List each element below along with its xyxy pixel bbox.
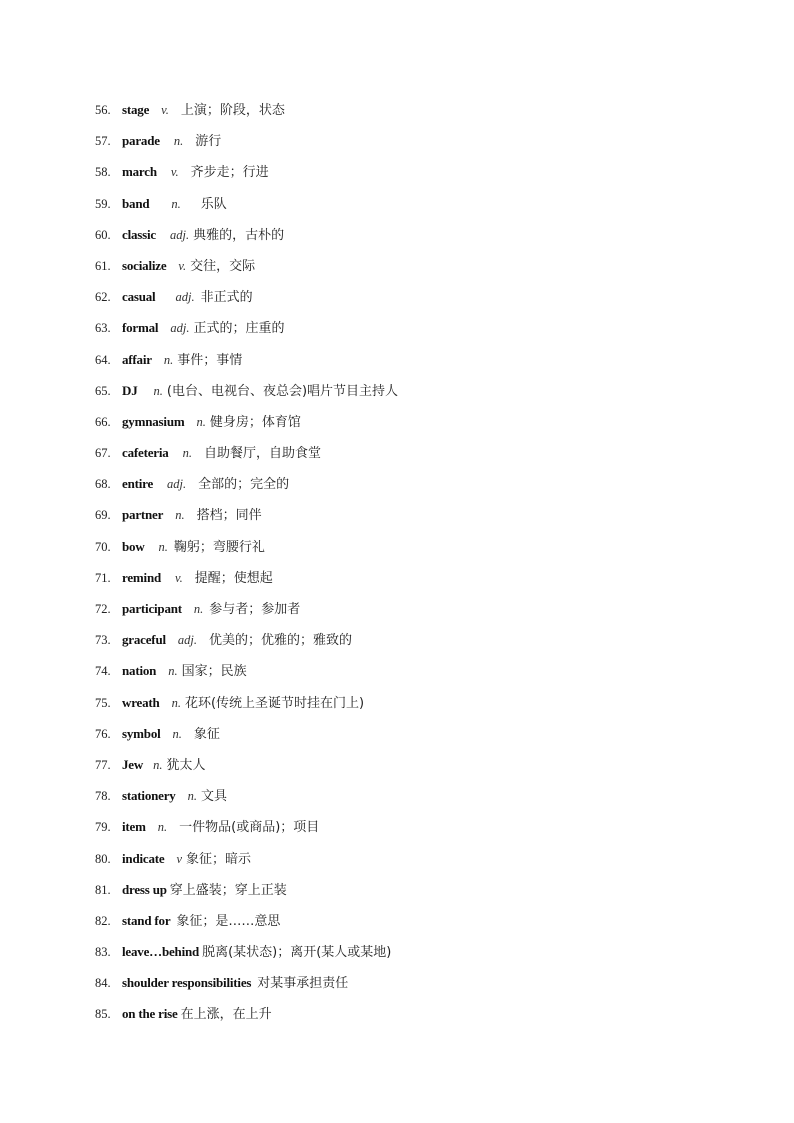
entry-number: 70. bbox=[95, 539, 111, 554]
entry-part-of-speech: v. bbox=[178, 258, 187, 273]
entry-part-of-speech: v. bbox=[170, 165, 179, 180]
entry-part-of-speech: n. bbox=[158, 539, 168, 554]
vocab-entry bbox=[95, 441, 398, 472]
entry-part-of-speech: adj. bbox=[177, 633, 197, 648]
entry-definition: 健身房；体育馆 bbox=[209, 414, 301, 430]
entry-word: march bbox=[122, 164, 157, 180]
entry-number: 64. bbox=[95, 352, 111, 367]
entry-definition: 一件物品(或商品)；项目 bbox=[179, 820, 320, 836]
entry-number: 67. bbox=[95, 446, 111, 461]
entry-definition: 文具 bbox=[200, 789, 227, 805]
vocab-entry bbox=[95, 815, 398, 846]
entry-definition: 象征；是……意思 bbox=[176, 913, 281, 929]
vocab-entry bbox=[95, 1002, 398, 1033]
entry-definition: 自助餐厅，自助食堂 bbox=[203, 446, 321, 462]
entry-word: Jew bbox=[122, 756, 144, 772]
entry-number: 82. bbox=[95, 913, 111, 928]
entry-part-of-speech: n. bbox=[171, 695, 181, 710]
vocab-entry bbox=[95, 691, 398, 722]
entry-word: stationery bbox=[122, 788, 176, 804]
vocab-entry bbox=[95, 348, 398, 379]
entry-word: shoulder responsibilities bbox=[122, 975, 252, 991]
vocab-entry bbox=[95, 597, 398, 628]
entry-number: 77. bbox=[95, 757, 111, 772]
entry-part-of-speech: n. bbox=[163, 352, 174, 367]
entry-definition: 犹太人 bbox=[166, 757, 206, 773]
vocab-entry bbox=[95, 98, 398, 129]
entry-number: 56. bbox=[95, 103, 111, 117]
vocab-entry bbox=[95, 254, 398, 285]
entry-part-of-speech: v. bbox=[161, 103, 169, 117]
entry-definition: 参与者；参加者 bbox=[209, 602, 301, 617]
vocab-entry bbox=[95, 659, 398, 690]
vocab-entry bbox=[95, 971, 398, 1002]
entry-number: 57. bbox=[95, 134, 111, 149]
entry-part-of-speech: n. bbox=[153, 383, 163, 398]
entry-number: 75. bbox=[95, 695, 111, 710]
entry-number: 81. bbox=[95, 882, 111, 897]
entry-number: 65. bbox=[95, 383, 111, 398]
vocab-entry bbox=[95, 192, 398, 223]
entry-number: 78. bbox=[95, 789, 111, 804]
entry-number: 74. bbox=[95, 664, 111, 679]
vocab-entry bbox=[95, 784, 398, 815]
entry-number: 62. bbox=[95, 290, 111, 305]
entry-word: classic bbox=[122, 226, 156, 242]
entry-word: socialize bbox=[122, 257, 167, 273]
entry-number: 66. bbox=[95, 414, 111, 429]
entry-part-of-speech: adj. bbox=[167, 477, 187, 492]
entry-part-of-speech: n. bbox=[175, 508, 185, 523]
entry-definition: 乐队 bbox=[200, 196, 227, 212]
entry-definition: 鞠躬；弯腰行礼 bbox=[173, 539, 265, 555]
entry-number: 76. bbox=[95, 726, 111, 741]
entry-number: 85. bbox=[95, 1007, 111, 1022]
vocab-entry bbox=[95, 940, 398, 971]
entry-definition: 脱离(某状态)；离开(某人或某地) bbox=[202, 945, 392, 961]
entry-word: symbol bbox=[122, 725, 161, 741]
entry-word: bow bbox=[122, 538, 145, 554]
entry-number: 63. bbox=[95, 321, 111, 336]
vocab-entry bbox=[95, 379, 398, 410]
entry-definition: (电台、电视台、夜总会)唱片节目主持人 bbox=[166, 383, 399, 399]
entry-number: 68. bbox=[95, 477, 111, 492]
vocab-entry bbox=[95, 472, 398, 503]
entry-definition: 非正式的 bbox=[200, 290, 253, 306]
vocab-entry bbox=[95, 223, 398, 254]
entry-definition: 对某事承担责任 bbox=[257, 976, 349, 992]
entry-word: band bbox=[122, 195, 150, 211]
entry-definition: 提醒；使想起 bbox=[194, 570, 273, 586]
entry-number: 72. bbox=[95, 602, 111, 616]
entry-word: indicate bbox=[122, 850, 165, 866]
vocab-entry bbox=[95, 722, 398, 753]
entry-definition: 花环(传统上圣诞节时挂在门上) bbox=[184, 695, 365, 711]
entry-definition: 全部的；完全的 bbox=[198, 477, 290, 493]
entry-word: graceful bbox=[122, 632, 166, 648]
entry-definition: 穿上盛装；穿上正装 bbox=[169, 882, 287, 898]
entry-part-of-speech: adj. bbox=[169, 227, 190, 242]
entry-word: gymnasium bbox=[122, 413, 185, 429]
entry-part-of-speech: v. bbox=[175, 570, 183, 585]
entry-word: casual bbox=[122, 289, 156, 305]
entry-word: stage bbox=[122, 102, 150, 117]
entry-part-of-speech: v bbox=[176, 851, 183, 866]
entry-number: 58. bbox=[95, 165, 111, 180]
entry-word: participant bbox=[122, 601, 182, 616]
entry-word: remind bbox=[122, 569, 162, 585]
entry-number: 79. bbox=[95, 820, 111, 835]
entry-word: parade bbox=[122, 133, 160, 149]
entry-definition: 象征 bbox=[193, 726, 220, 742]
entry-number: 60. bbox=[95, 227, 111, 242]
vocab-entry bbox=[95, 847, 398, 878]
entry-word: nation bbox=[122, 663, 157, 679]
entry-word: item bbox=[122, 819, 146, 835]
entry-part-of-speech: n. bbox=[182, 446, 192, 461]
entry-word: entire bbox=[122, 476, 154, 492]
vocab-entry bbox=[95, 410, 398, 441]
vocab-entry bbox=[95, 129, 398, 160]
entry-part-of-speech: n. bbox=[157, 820, 168, 835]
entry-number: 80. bbox=[95, 851, 111, 866]
entry-number: 59. bbox=[95, 196, 111, 211]
entry-number: 61. bbox=[95, 258, 111, 273]
vocabulary-list bbox=[95, 98, 398, 1034]
entry-word: affair bbox=[122, 351, 152, 367]
vocab-entry bbox=[95, 753, 398, 784]
entry-part-of-speech: n. bbox=[172, 726, 182, 741]
entry-definition: 象征；暗示 bbox=[186, 851, 252, 867]
entry-definition: 国家；民族 bbox=[181, 664, 247, 680]
entry-part-of-speech: n. bbox=[193, 602, 204, 616]
entry-definition: 游行 bbox=[195, 134, 222, 150]
entry-word: dress up bbox=[122, 881, 167, 897]
vocab-entry bbox=[95, 503, 398, 534]
vocab-entry bbox=[95, 909, 398, 940]
entry-part-of-speech: n. bbox=[196, 414, 206, 429]
entry-part-of-speech: n. bbox=[168, 664, 178, 679]
entry-definition: 正式的；庄重的 bbox=[193, 321, 285, 337]
entry-definition: 搭档；同伴 bbox=[196, 508, 262, 524]
entry-number: 73. bbox=[95, 633, 111, 648]
entry-definition: 交往，交际 bbox=[190, 258, 256, 274]
entry-word: partner bbox=[122, 507, 164, 523]
entry-part-of-speech: adj. bbox=[175, 290, 195, 305]
entry-definition: 齐步走；行进 bbox=[190, 165, 269, 181]
entry-word: cafeteria bbox=[122, 445, 169, 461]
vocab-entry bbox=[95, 316, 398, 347]
entry-definition: 典雅的，古朴的 bbox=[193, 227, 285, 243]
vocab-entry bbox=[95, 628, 398, 659]
entry-part-of-speech: n. bbox=[171, 196, 181, 211]
entry-number: 69. bbox=[95, 508, 111, 523]
vocab-entry bbox=[95, 566, 398, 597]
entry-definition: 事件；事情 bbox=[177, 352, 243, 368]
entry-number: 71. bbox=[95, 570, 111, 585]
entry-word: on the rise bbox=[122, 1006, 178, 1022]
entry-word: DJ bbox=[122, 382, 138, 398]
entry-part-of-speech: adj. bbox=[170, 321, 190, 336]
entry-word: formal bbox=[122, 320, 159, 336]
entry-word: stand for bbox=[122, 912, 171, 928]
entry-word: leave…behind bbox=[122, 944, 200, 960]
entry-definition: 在上涨，在上升 bbox=[180, 1007, 272, 1023]
entry-part-of-speech: n. bbox=[153, 757, 163, 772]
vocab-entry bbox=[95, 160, 398, 191]
entry-number: 83. bbox=[95, 945, 111, 960]
vocab-entry bbox=[95, 535, 398, 566]
entry-definition: 优美的；优雅的；雅致的 bbox=[209, 633, 353, 649]
entry-definition: 上演；阶段，状态 bbox=[180, 103, 285, 118]
vocab-entry bbox=[95, 878, 398, 909]
entry-number: 84. bbox=[95, 976, 111, 991]
entry-part-of-speech: n. bbox=[173, 134, 184, 149]
entry-word: wreath bbox=[122, 694, 160, 710]
vocab-entry bbox=[95, 285, 398, 316]
entry-part-of-speech: n. bbox=[187, 789, 197, 804]
